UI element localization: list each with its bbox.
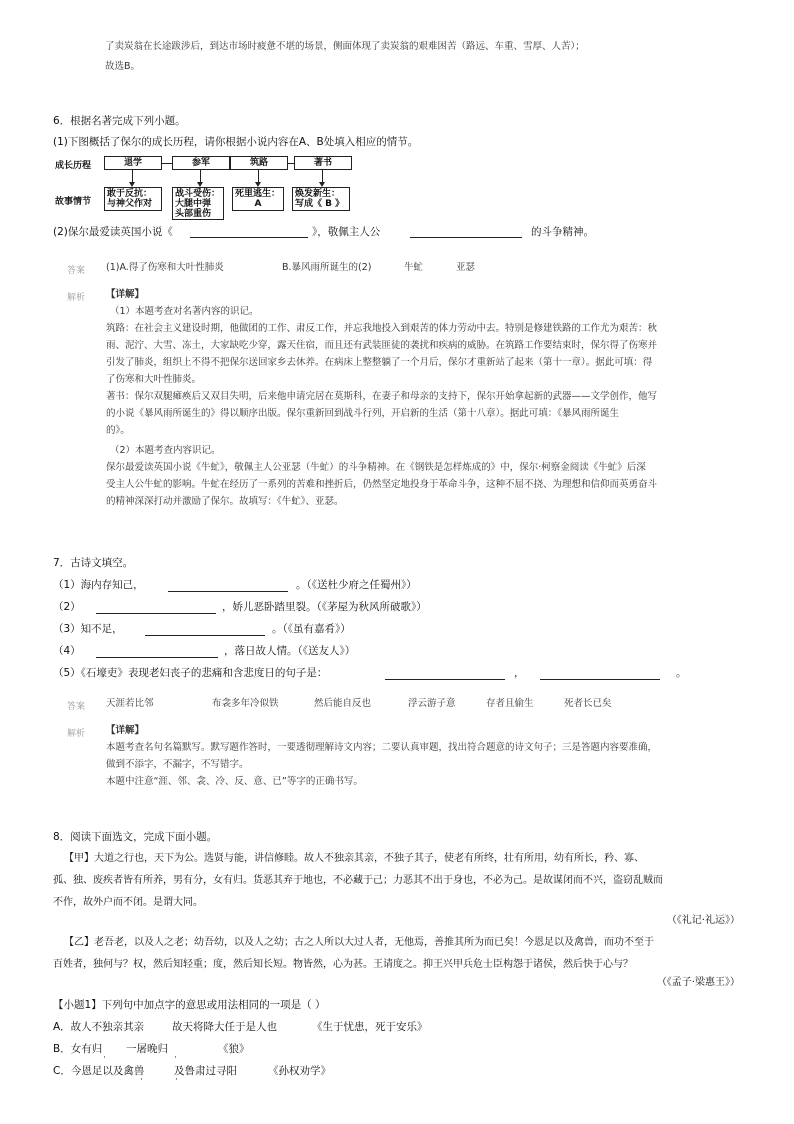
q8-option-a-3: 《生于忧患，死于安乐》 [312,1021,428,1033]
q7-blank-5[interactable] [385,678,505,680]
q6-answer-2: B.暴风雨所诞生的(2) [282,262,372,273]
stage-box-3: 筑路 [230,156,288,170]
q7-l5-start: （5）《石壕吏》表现老妇丧子的悲痛和含悲度日的句子是： [53,667,328,679]
q6-answer-4: 亚瑟 [456,262,476,273]
emphasis-dot: · [175,1075,178,1085]
plot-2-line-3: 头部重伤 [175,209,212,219]
stage-connector-1 [162,163,172,164]
stage-box-4: 著书 [294,156,352,170]
q8-option-c-3: 《孙权劝学》 [268,1065,331,1077]
plot-3-line-1: 死里逃生： [235,189,281,199]
q6-answer-3: 牛虻 [404,262,424,273]
q8-option-b-2: 一屠晚归 [126,1043,168,1055]
q7-l2-start: （2） [53,601,81,613]
diagram-row-label-growth: 成长历程 [55,161,92,171]
q6-answer-tag: 答案 [67,266,86,276]
stage-box-1: 退学 [104,156,162,170]
q7-title: 7．古诗文填空。 [53,557,134,569]
q6-answer-1: (1)A.得了伤寒和大叶性肺炎 [106,262,224,273]
q7-l1-end: 。（《送杜少府之任蜀州》） [296,579,417,591]
q7-l5-end: 。 [676,667,687,679]
q6-blank-novel[interactable] [190,236,308,238]
plot-box-1 [104,187,162,211]
q8-yi-source: （《孟子·梁惠王》） [656,977,740,988]
q8-option-b-3: 《狼》 [218,1043,250,1055]
q6-explain-12: 的精神深深打动并激励了保尔。故填写：《牛虻》、亚瑟。 [106,496,344,507]
q6-explain-2: 筑路：在社会主义建设时期，他做团的工作、肃反工作，并忘我地投入到艰苦的体力劳动中去。特别是修建铁路的工作尤为艰苦：秋 [106,323,658,334]
q7-blank-6[interactable] [540,678,660,680]
plot-box-3 [232,187,284,211]
q6-sub2-start: (2)保尔最爱读英国小说《 [53,226,173,238]
emphasis-dot: · [103,1053,106,1063]
q7-answer-1: 天涯若比邻 [106,698,154,709]
q6-explain-5: 了伤寒和大叶性肺炎。 [106,374,202,385]
q6-explain-3: 雨、泥泞、大雪、冻土，大家缺吃少穿，露天住宿，而且还有武装匪徒的袭扰和疾病的威胁。在筑路工作要结束时，保尔得了伤寒并 [106,340,658,351]
q7-answer-5: 存者且偷生 [486,698,534,709]
q6-title: 6．根据名著完成下列小题。 [53,115,186,127]
prev-explanation-line-1: 了卖炭翁在长途跋涉后，到达市场时疲惫不堪的场景，侧面体现了卖炭翁的艰难困苦（路远、车重、雪厚、人苦）； [105,41,585,52]
q6-explain-9: （2）本题考查内容识记。 [110,445,221,456]
q8-option-c-1: C．今恩足以及禽兽 [53,1065,145,1077]
q7-explain-tag: 解析 [67,729,86,739]
q7-answer-3: 然后能自反也 [314,698,372,709]
q7-blank-3[interactable] [145,634,265,636]
plot-box-2 [172,187,224,220]
q6-explain-tag: 解析 [67,293,86,303]
q7-l4-end: ，落日故人情。（《送友人》） [224,645,356,657]
q8-option-c-2: 及鲁肃过寻阳 [174,1065,237,1077]
q7-l4-start: （4） [53,645,81,657]
q7-explain-head: 【详解】 [106,725,145,736]
emphasis-dot: · [174,1053,177,1063]
stage-connector-2 [288,163,294,164]
q8-option-b-1: B．女有归 [53,1043,103,1055]
q6-explain-4: 引发了肺炎，组织上不得不把保尔送回家乡去休养。在病床上整整躺了一个月后，保尔才重新站了起来（第十一章）。据此可填：得 [106,357,653,368]
q8-option-a-2: 故天将降大任于是人也 [172,1021,277,1033]
q7-answer-4: 浮云游子意 [408,698,456,709]
q7-explain-3: 本题中注意“涯、邻、衾、冷、反、意、已”等字的正确书写。 [106,776,363,787]
q7-l3-end: 。（《虽有嘉肴》） [272,623,351,635]
prev-explanation-line-2: 故选B。 [105,61,141,72]
plot-4-line-1: 焕发新生： [295,189,341,199]
stage-box-2: 参军 [172,156,230,170]
diagram-row-label-plot: 故事情节 [55,197,92,207]
q7-l1-start: （1）海内存知己， [53,579,144,591]
q7-l5-comma: ， [514,667,525,679]
q8-jia-line-3: 不作，故外户而不闭。是谓大同。 [53,897,203,908]
q7-l2-end: ，娇儿恶卧踏里裂。（《茅屋为秋风所破歌》） [222,601,427,613]
plot-1-line-2: 与神父作对 [107,199,153,209]
plot-box-4 [292,187,350,211]
plot-1-line-1: 敢于反抗： [107,189,153,199]
q7-blank-4[interactable] [96,656,218,658]
q7-explain-2: 做到不添字，不漏字，不写错字。 [106,759,249,770]
plot-2-line-2: 大腿中弹 [175,199,212,209]
q6-sub2-end: 的斗争精神。 [531,226,594,238]
q6-explain-10: 保尔最爱读英国小说《牛虻》，敬佩主人公亚瑟（牛虻）的斗争精神。在《钢铁是怎样炼成的》中，保尔·柯察金阅读《牛虻》后深 [106,462,646,473]
q6-explain-1: （1）本题考查对名著内容的识记。 [110,306,259,317]
plot-4-line-2: 写成《 B 》 [295,199,345,209]
q8-small-question-1: 【小题1】下列句中加点字的意思或用法相同的一项是（ ） [53,999,326,1011]
q8-yi-line-1: 【乙】老吾老，以及人之老；幼吾幼，以及人之幼；古之人所以大过人者，无他焉，善推其所为而已矣！今恩足以及禽兽，而功不至于 [64,937,654,948]
q7-l3-start: （3）知不足， [53,623,123,635]
q6-sub1: (1)下图概括了保尔的成长历程，请你根据小说内容在A、B处填入相应的情节。 [53,136,419,148]
q6-explain-head: 【详解】 [106,289,145,300]
q6-blank-hero[interactable] [410,236,522,238]
q7-answer-tag: 答案 [67,702,86,712]
q8-option-a-1: A．故人不独亲其亲 [53,1021,145,1033]
q8-jia-source: （《礼记·礼运》） [666,915,740,926]
q7-answer-2: 布衾多年冷似铁 [212,698,279,709]
plot-3-line-2: A [254,199,262,209]
q6-explain-7: 的小说《暴风雨所诞生的》得以顺序出版。保尔重新回到战斗行列，开启新的生活（第十八章）。据此可填：《暴风雨所诞生 [106,408,620,419]
q7-blank-2[interactable] [96,612,216,614]
q7-blank-1[interactable] [168,590,288,592]
q7-explain-1: 本题考查名句名篇默写。默写题作答时，一要透彻理解诗文内容；二要认真审题，找出符合题意的诗文句子；三是答题内容要准确， [106,742,658,753]
q6-explain-11: 受主人公牛虻的影响。牛虻在经历了一系列的苦难和挫折后，仍然坚定地投身于革命斗争，这种不屈不挠、为理想和信仰而英勇奋斗 [106,479,658,490]
q6-explain-8: 的》。 [106,425,130,436]
q6-explain-6: 著书：保尔双腿瘫痪后又双目失明，后来他申请完居在莫斯科，在妻子和母亲的支持下，保尔开始拿起新的武器——文学创作，他写 [106,391,658,402]
plot-2-line-1: 战斗受伤： [175,189,221,199]
q8-yi-line-2: 百姓者，独何与？权，然后知轻重；度，然后知长短。物皆然，心为甚。王请度之。抑王兴甲兵危士臣构怨于诸侯，然后快于心与？ [53,959,633,970]
q7-answer-6: 死者长已矣 [564,698,612,709]
q6-sub2-mid: 》，敬佩主人公 [312,226,381,238]
q8-title: 8．阅读下面选文，完成下面小题。 [53,831,218,843]
emphasis-dot: · [140,1075,143,1085]
q8-jia-line-2: 孤、独、废疾者皆有所养，男有分，女有归。货恶其弃于地也，不必藏于己；力恶其不出于身也，不必为己。是故谋闭而不兴，盗窃乱贼而 [53,875,663,886]
q8-jia-line-1: 【甲】大道之行也，天下为公。选贤与能，讲信修睦。故人不独亲其亲，不独子其子，使老有所终，壮有所用，幼有所长，矜、寡、 [64,853,644,864]
